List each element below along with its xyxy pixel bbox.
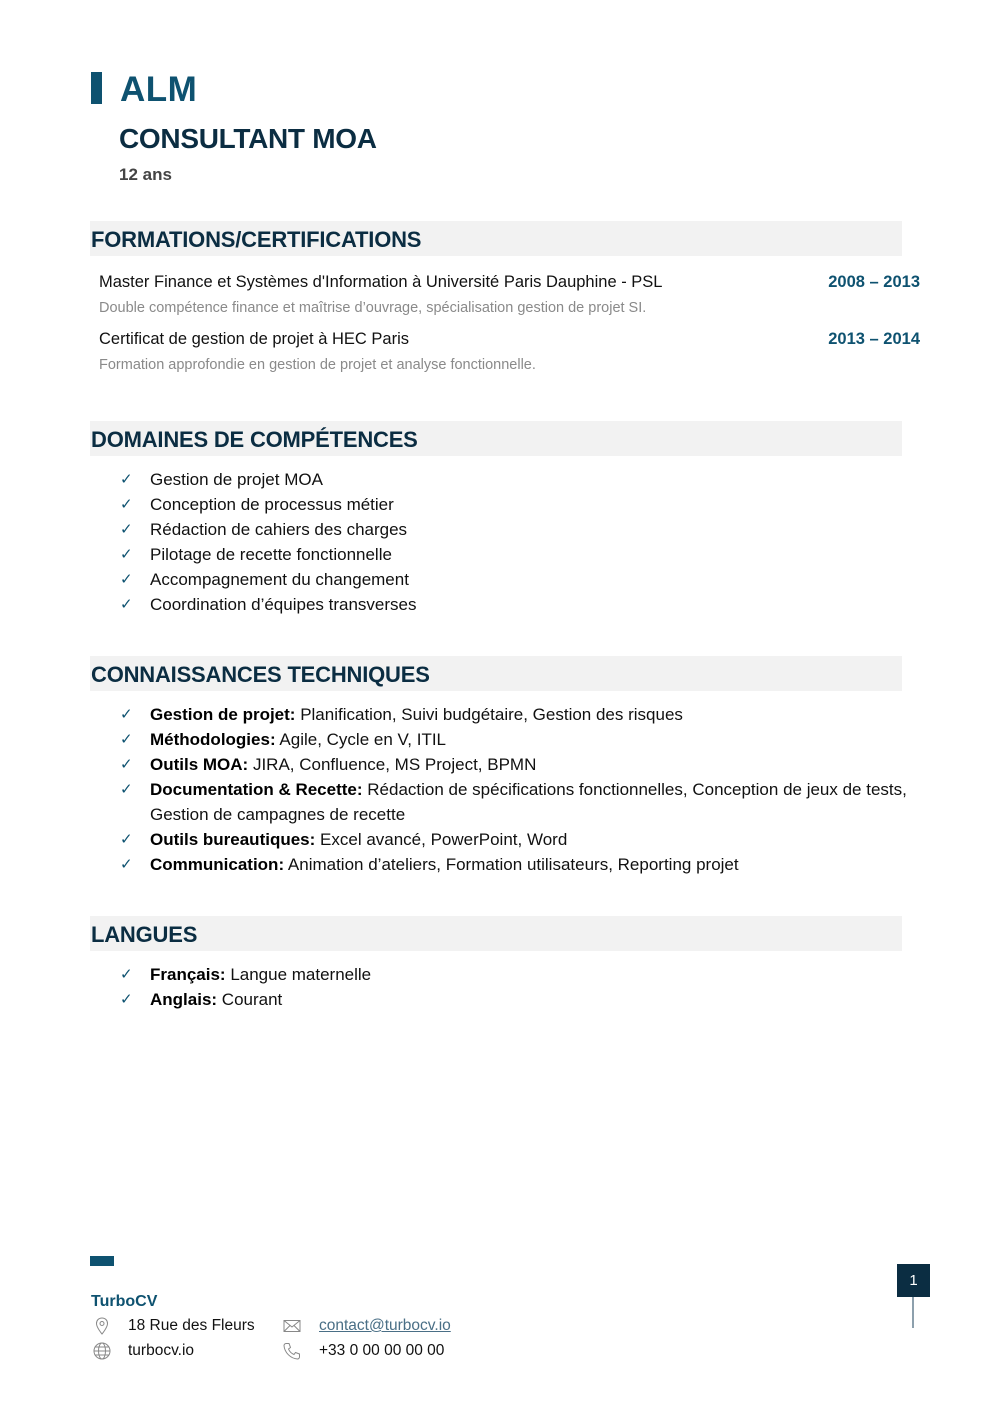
- list-item-text: Conception de processus métier: [150, 495, 394, 514]
- skill-label: Méthodologies:: [150, 730, 276, 749]
- check-icon: ✓: [120, 991, 133, 1008]
- skill-label: Outils bureautiques:: [150, 830, 316, 849]
- langues-list: [120, 962, 910, 1012]
- connaissances-list: [120, 702, 910, 877]
- list-item: [120, 987, 910, 1012]
- check-icon: ✓: [120, 546, 133, 563]
- list-item-text: Accompagnement du changement: [150, 570, 409, 589]
- footer-brand: TurboCV: [91, 1293, 158, 1310]
- education-years: 2008 – 2013: [828, 273, 920, 291]
- check-icon: ✓: [120, 731, 133, 748]
- skill-label: Outils MOA:: [150, 755, 249, 774]
- list-item: [120, 827, 910, 852]
- education-description: Double compétence finance et maîtrise d’ouvrage, spécialisation gestion de projet SI.: [99, 300, 647, 316]
- education-title: Certificat de gestion de projet à HEC Paris: [99, 330, 409, 348]
- skill-value: Animation d’ateliers, Formation utilisateurs, Reporting projet: [284, 855, 739, 874]
- section-formations-header: [90, 221, 902, 256]
- job-title: CONSULTANT MOA: [119, 123, 377, 154]
- section-title: CONNAISSANCES TECHNIQUES: [91, 662, 430, 687]
- envelope-icon: [282, 1316, 302, 1336]
- list-item-text: Coordination d’équipes transverses: [150, 595, 417, 614]
- list-item: [120, 542, 910, 567]
- footer-website[interactable]: turbocv.io: [128, 1342, 195, 1359]
- check-icon: ✓: [120, 966, 133, 983]
- competences-list: [120, 467, 910, 617]
- skill-value: JIRA, Confluence, MS Project, BPMN: [248, 755, 537, 774]
- list-item: [120, 592, 910, 617]
- list-item: [120, 752, 910, 777]
- skill-value: Excel avancé, PowerPoint, Word: [315, 830, 568, 849]
- footer-accent-mark: [90, 1256, 114, 1266]
- language-label: Anglais:: [150, 990, 218, 1009]
- section-competences-header: [90, 421, 902, 456]
- check-icon: ✓: [120, 521, 133, 538]
- list-item: [120, 962, 910, 987]
- skill-label: Gestion de projet:: [150, 705, 296, 724]
- section-langues-header: [90, 916, 902, 951]
- list-item: [120, 777, 910, 827]
- list-item: [120, 567, 910, 592]
- map-pin-icon: [92, 1316, 112, 1336]
- section-title: FORMATIONS/CERTIFICATIONS: [91, 227, 422, 252]
- language-level: Langue maternelle: [225, 965, 372, 984]
- list-item: [120, 517, 910, 542]
- section-title: DOMAINES DE COMPÉTENCES: [91, 427, 418, 452]
- skill-label: Documentation & Recette:: [150, 780, 363, 799]
- section-connaissances-header: [90, 656, 902, 691]
- list-item: [120, 702, 910, 727]
- list-item: [120, 492, 910, 517]
- list-item: [120, 852, 910, 877]
- name-accent-bar: [91, 72, 102, 104]
- list-item-text: Pilotage de recette fonctionnelle: [150, 545, 392, 564]
- check-icon: ✓: [120, 571, 133, 588]
- list-item: [120, 467, 910, 492]
- check-icon: ✓: [120, 856, 133, 873]
- candidate-name: ALM: [120, 70, 198, 109]
- check-icon: ✓: [120, 756, 133, 773]
- check-icon: ✓: [120, 781, 133, 798]
- check-icon: ✓: [120, 831, 133, 848]
- footer-phone: +33 0 00 00 00 00: [319, 1342, 445, 1359]
- page-number-line: [912, 1297, 914, 1328]
- check-icon: ✓: [120, 596, 133, 613]
- skill-value: Planification, Suivi budgétaire, Gestion des risques: [295, 705, 683, 724]
- section-title: LANGUES: [91, 922, 198, 947]
- list-item-text: Gestion de projet MOA: [150, 470, 323, 489]
- skill-label: Communication:: [150, 855, 285, 874]
- list-item-text: Rédaction de cahiers des charges: [150, 520, 408, 539]
- phone-icon: [282, 1341, 302, 1361]
- experience-years: 12 ans: [119, 165, 172, 184]
- check-icon: ✓: [120, 471, 133, 488]
- language-level: Courant: [217, 990, 283, 1009]
- language-label: Français:: [150, 965, 226, 984]
- footer-email-link[interactable]: contact@turbocv.io: [319, 1317, 451, 1334]
- globe-icon: [92, 1341, 112, 1361]
- education-years: 2013 – 2014: [828, 330, 920, 348]
- education-description: Formation approfondie en gestion de projet et analyse fonctionnelle.: [99, 357, 536, 373]
- list-item: [120, 727, 910, 752]
- check-icon: ✓: [120, 496, 133, 513]
- footer-address: 18 Rue des Fleurs: [128, 1317, 255, 1334]
- page-number: 1: [897, 1264, 930, 1297]
- check-icon: ✓: [120, 706, 133, 723]
- education-title: Master Finance et Systèmes d'Information à Université Paris Dauphine - PSL: [99, 273, 663, 291]
- skill-value: Agile, Cycle en V, ITIL: [275, 730, 447, 749]
- skill-value: Rédaction de spécifications fonctionnelles, Conception de jeux de tests, Gestion de campagnes de recette: [150, 780, 907, 824]
